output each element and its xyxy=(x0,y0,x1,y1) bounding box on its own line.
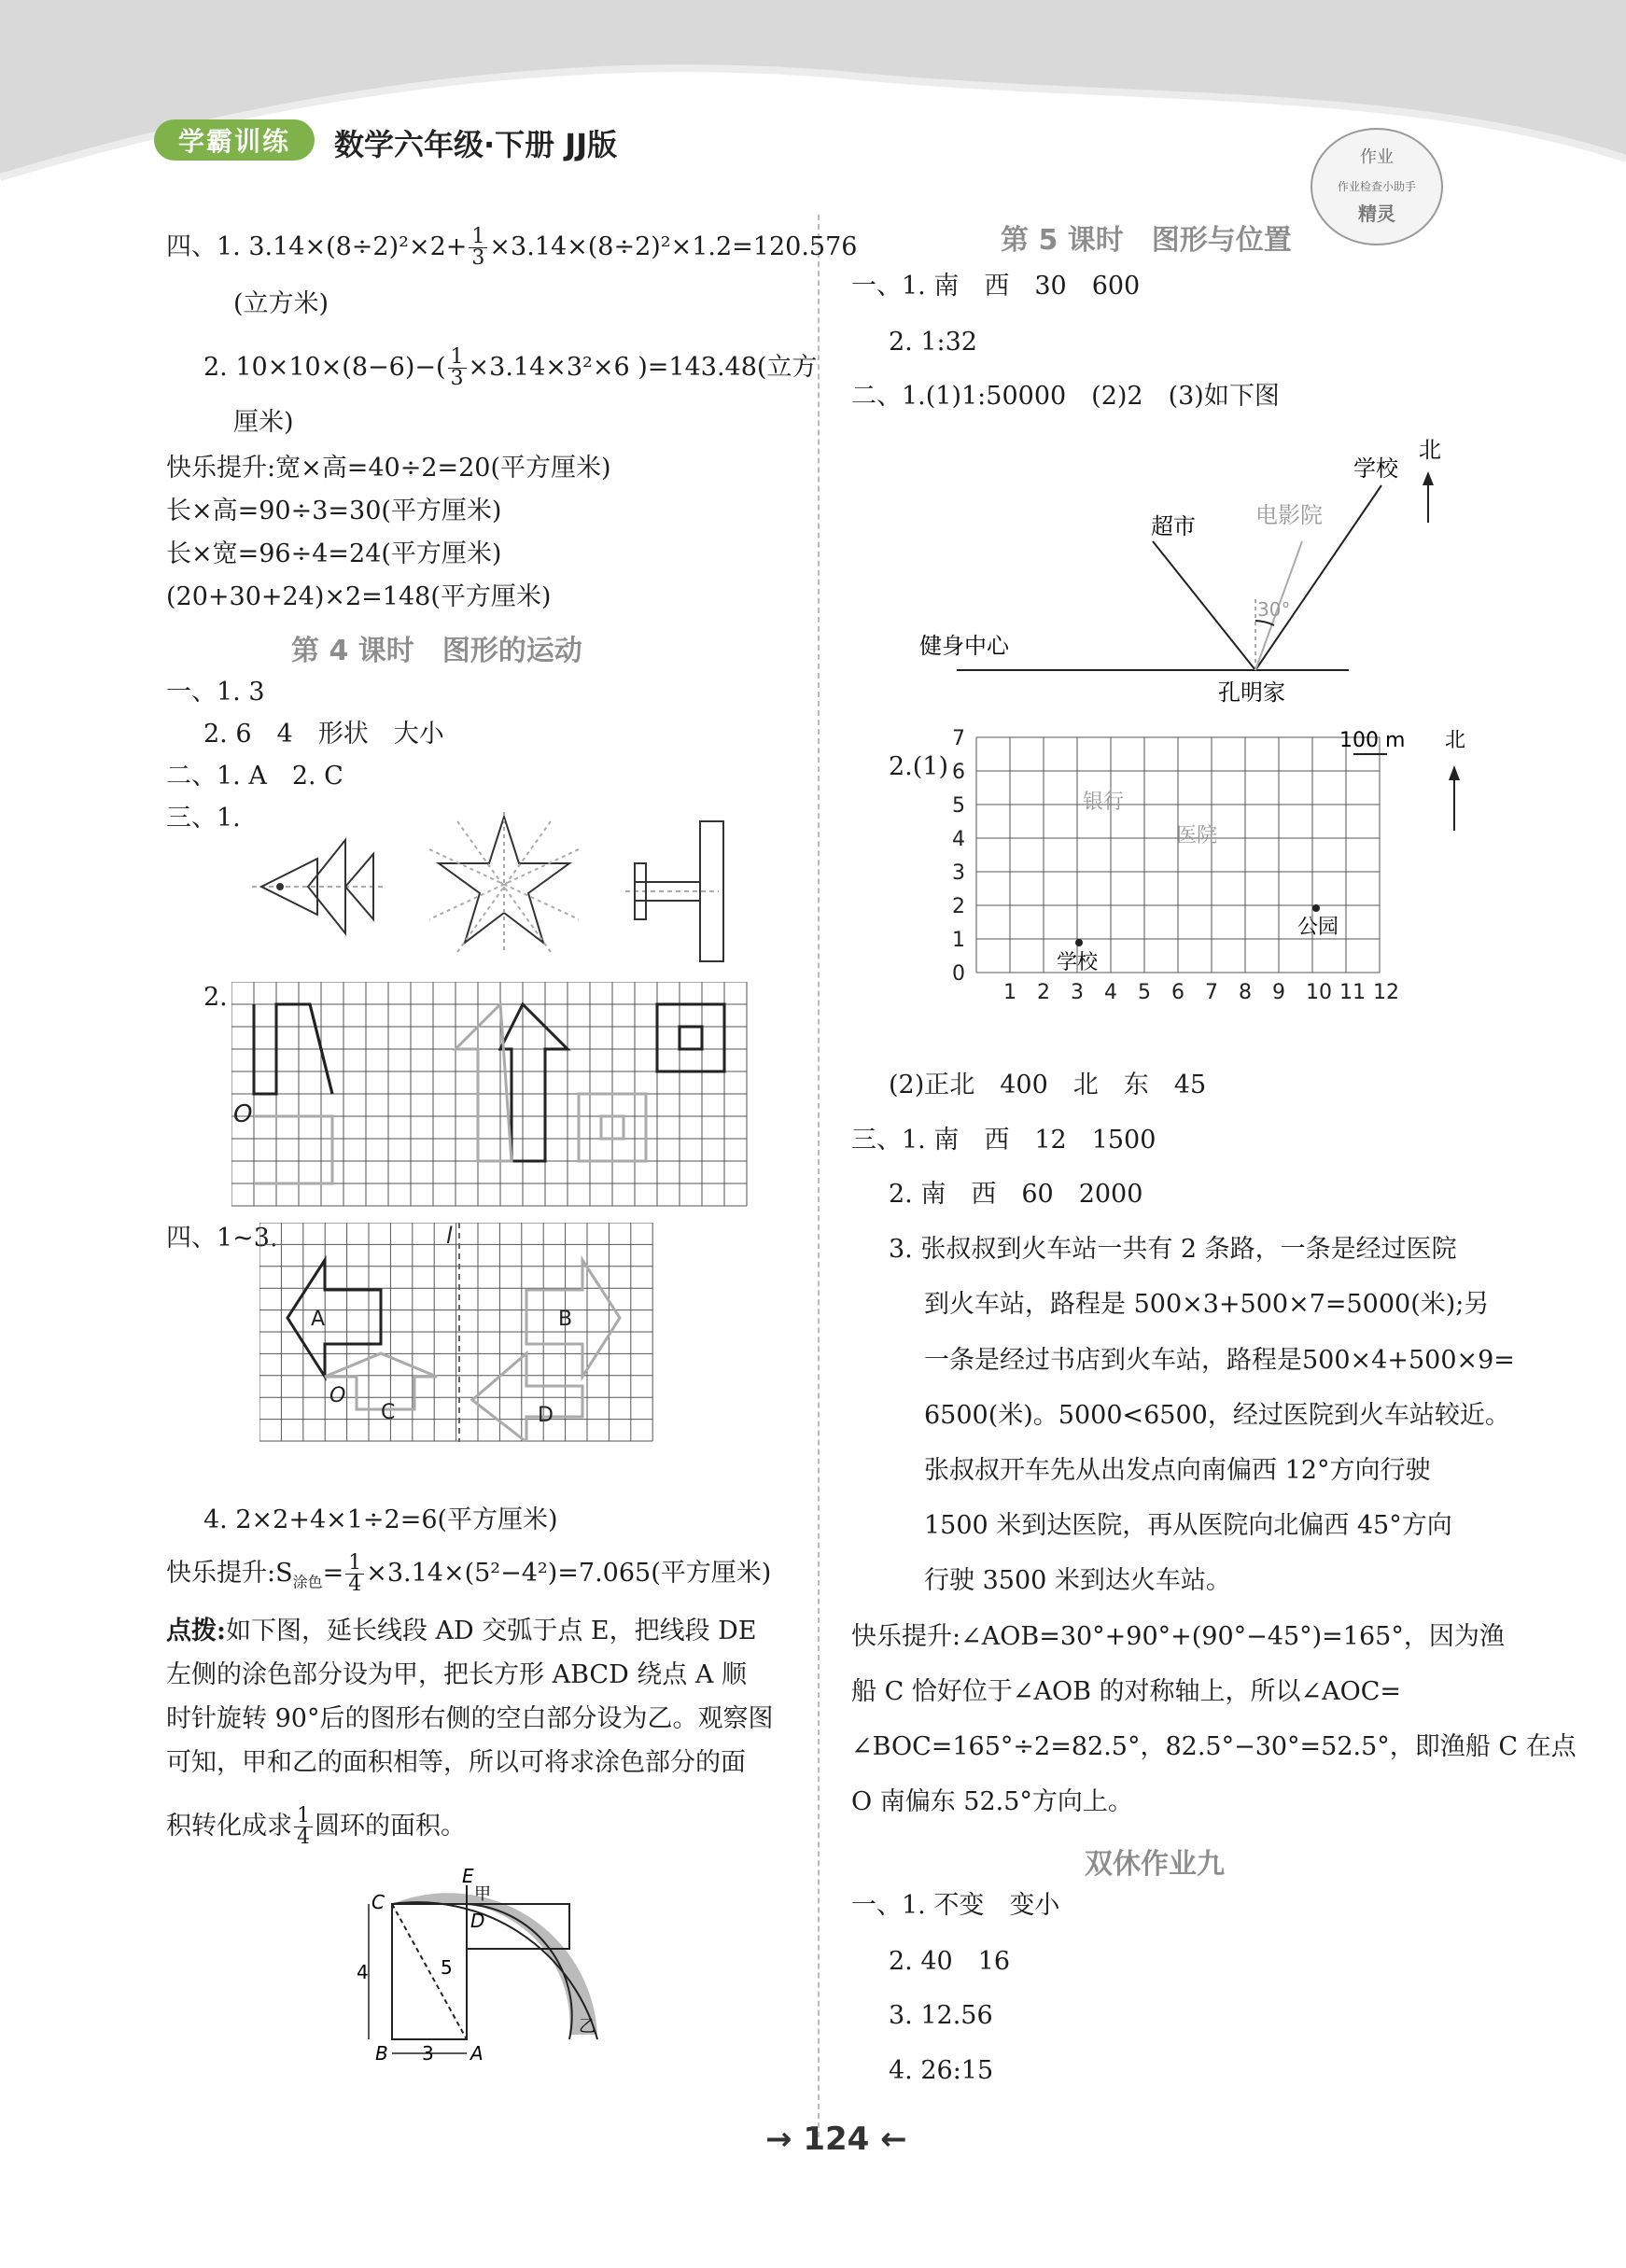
rh-3: ∠BOC=165°÷2=82.5°，82.5°−30°=52.5°，即渔船 C 在点 xyxy=(851,1732,1577,1761)
s4-q1-unit: (立方米) xyxy=(233,289,329,318)
s4-q2: 2. 10×10×(8−6)−( $\frac{1}{3}$ ×3.14×3²×6 )=143.48(立方 xyxy=(203,345,818,390)
map-cinema: 电影院 xyxy=(1255,502,1323,528)
len-3: 3 xyxy=(422,2042,434,2063)
rh-2: 船 C 恰好位于∠AOB 的对称轴上，所以∠AOC= xyxy=(851,1677,1402,1706)
fig-A: A xyxy=(311,1308,326,1331)
grid-hospital: 医院 xyxy=(1176,824,1218,847)
grid-school: 学校 xyxy=(1057,951,1099,974)
l4-1-2: 2. 6 4 形状 大小 xyxy=(203,720,444,749)
len-4: 4 xyxy=(357,1961,369,1983)
rh-4: O 南偏东 52.5°方向上。 xyxy=(851,1787,1133,1816)
s4-q1: 四、1. 3.14×(8÷2)²×2+ $\frac{1}{3}$ ×3.14×(8÷2)²×1.2=120.576 xyxy=(166,225,858,270)
s4-q2-unit: 厘米) xyxy=(233,408,294,437)
l4-1-1: 一、1. 3 xyxy=(166,678,265,707)
y-tick: 6 xyxy=(952,761,965,784)
grid-figure-2 xyxy=(259,1223,653,1442)
w-4: 4. 26:15 xyxy=(889,2056,994,2085)
y-tick: 7 xyxy=(952,728,965,750)
position-map xyxy=(910,429,1470,709)
r3-3g: 行驶 3500 米到达火车站。 xyxy=(924,1566,1231,1595)
r1-2: 2. 1:32 xyxy=(889,328,977,357)
fig-B: B xyxy=(558,1308,573,1331)
map-market: 超市 xyxy=(1151,513,1196,539)
r2-1: 二、1.(1)1:50000 (2)2 (3)如下图 xyxy=(851,382,1280,411)
x-tick: 2 xyxy=(1037,981,1050,1004)
grid-park: 公园 xyxy=(1297,916,1339,939)
y-tick: 0 xyxy=(952,962,965,986)
x-tick: 4 xyxy=(1104,981,1117,1004)
pt-D: D xyxy=(470,1910,485,1932)
rh-1: 快乐提升:∠AOB=30°+90°+(90°−45°)=165°，因为渔 xyxy=(851,1622,1505,1651)
l4-4: 四、1~3. xyxy=(166,1224,278,1253)
coordinate-grid xyxy=(943,728,1484,1055)
tip-line-5: 积转化成求 $\frac{1}{4}$ 圆环的面积。 xyxy=(166,1804,466,1849)
series-logo: 学霸训练 xyxy=(154,119,315,161)
map-north: 北 xyxy=(1419,437,1441,463)
axis-l-label: l xyxy=(446,1223,453,1249)
region-yi: 乙 xyxy=(579,2017,596,2037)
y-tick: 3 xyxy=(952,861,965,885)
lesson4-title: 第 4 课时 图形的运动 xyxy=(291,635,582,667)
x-tick: 10 xyxy=(1306,981,1332,1004)
x-tick: 8 xyxy=(1239,981,1252,1004)
stamp-bottom: 精灵 xyxy=(1358,203,1395,225)
pt-E: E xyxy=(462,1865,474,1887)
symmetry-figures xyxy=(243,812,765,980)
tip-line-2: 左侧的涂色部分设为甲，把长方形 ABCD 绕点 A 顺 xyxy=(166,1660,747,1689)
x-tick: 6 xyxy=(1171,981,1184,1004)
x-tick: 1 xyxy=(1003,981,1016,1004)
w-3: 3. 12.56 xyxy=(889,2001,993,2030)
tip-line-3: 时针旋转 90°后的图形右侧的空白部分设为乙。观察图 xyxy=(166,1704,774,1733)
x-tick: 11 xyxy=(1339,981,1366,1004)
y-tick: 4 xyxy=(952,828,965,851)
happy-line-3: 长×宽=96÷4=24(平方厘米) xyxy=(166,539,502,568)
column-divider xyxy=(818,215,820,2137)
region-jia: 甲 xyxy=(474,1884,491,1904)
grid-scale: 100 m xyxy=(1339,729,1406,752)
page-number: → 124 ← xyxy=(765,2121,907,2158)
r2-2: 2.(1) xyxy=(889,752,949,781)
annulus-figure xyxy=(355,1862,635,2063)
x-tick: 5 xyxy=(1138,981,1151,1004)
y-tick: 5 xyxy=(952,794,965,818)
r3-3a: 3. 张叔叔到火车站一共有 2 条路，一条是经过医院 xyxy=(889,1235,1457,1264)
lesson5-title: 第 5 课时 图形与位置 xyxy=(1001,224,1292,257)
map-school: 学校 xyxy=(1353,455,1398,482)
r3-3b: 到火车站，路程是 500×3+500×7=5000(米);另 xyxy=(924,1290,1490,1319)
tip-line-1: 点拨:如下图，延长线段 AD 交弧于点 E，把线段 DE xyxy=(166,1617,757,1645)
fig-C: C xyxy=(381,1401,396,1424)
y-tick: 2 xyxy=(952,895,965,918)
w-2: 2. 40 16 xyxy=(889,1947,1011,1976)
r3-3c: 一条是经过书店到火车站，路程是500×4+500×9= xyxy=(924,1346,1515,1375)
book-title: 数学六年级·下册 JJ版 xyxy=(334,127,618,162)
tip-line-4: 可知，甲和乙的面积相等，所以可将求涂色部分的面 xyxy=(166,1748,746,1777)
r3-3d: 6500(米)。5000<6500，经过医院到火车站较近。 xyxy=(924,1401,1510,1430)
stamp-top: 作业 xyxy=(1360,147,1394,167)
y-tick: 1 xyxy=(952,929,965,952)
happy-line-1: 快乐提升:宽×高=40÷2=20(平方厘米) xyxy=(166,454,611,483)
map-gym: 健身中心 xyxy=(919,633,1009,659)
l4-3: 三、1. xyxy=(166,804,241,833)
x-tick: 7 xyxy=(1205,981,1218,1004)
grid-bank: 银行 xyxy=(1083,791,1125,814)
happy-line-4: (20+30+24)×2=148(平方厘米) xyxy=(166,582,552,611)
fig-D: D xyxy=(538,1404,554,1427)
x-tick: 12 xyxy=(1373,981,1399,1004)
x-tick: 9 xyxy=(1272,981,1285,1004)
r3-1: 三、1. 南 西 12 1500 xyxy=(851,1126,1156,1155)
l4-3-2: 2. xyxy=(203,983,228,1012)
len-5: 5 xyxy=(441,1956,453,1979)
grid-figure-1 xyxy=(231,982,765,1215)
happy-line-2: 长×高=90÷3=30(平方厘米) xyxy=(166,497,502,525)
l4-2: 二、1. A 2. C xyxy=(166,762,343,791)
map-angle: 30° xyxy=(1257,598,1291,621)
r3-2: 2. 南 西 60 2000 xyxy=(889,1180,1143,1209)
l4-happy: 快乐提升$:S_{涂色}=$ $\frac{1}{4}$ ×3.14×(5²−4²)=7.065(平方厘米) xyxy=(166,1551,772,1596)
fig-O: O xyxy=(329,1384,346,1407)
r3-3f: 1500 米到达医院，再从医院向北偏西 45°方向 xyxy=(924,1511,1452,1540)
weekend-title: 双休作业九 xyxy=(1085,1848,1225,1881)
r1-1: 一、1. 南 西 30 600 xyxy=(851,272,1141,301)
pt-C: C xyxy=(371,1891,385,1913)
map-home: 孔明家 xyxy=(1218,679,1285,706)
stamp-mid: 作业检查小助手 xyxy=(1337,180,1417,193)
grid1-origin: O xyxy=(233,1100,253,1128)
x-tick: 3 xyxy=(1071,981,1084,1004)
r3-3e: 张叔叔开车先从出发点向南偏西 12°方向行驶 xyxy=(924,1456,1431,1485)
pt-B: B xyxy=(375,2042,388,2063)
homework-stamp xyxy=(1307,123,1447,249)
l4-4-4: 4. 2×2+4×1÷2=6(平方厘米) xyxy=(203,1505,558,1534)
w-1: 一、1. 不变 变小 xyxy=(851,1891,1060,1920)
grid-north: 北 xyxy=(1445,729,1466,752)
r2-2b: (2)正北 400 北 东 45 xyxy=(889,1071,1207,1099)
pt-A: A xyxy=(470,2042,484,2063)
